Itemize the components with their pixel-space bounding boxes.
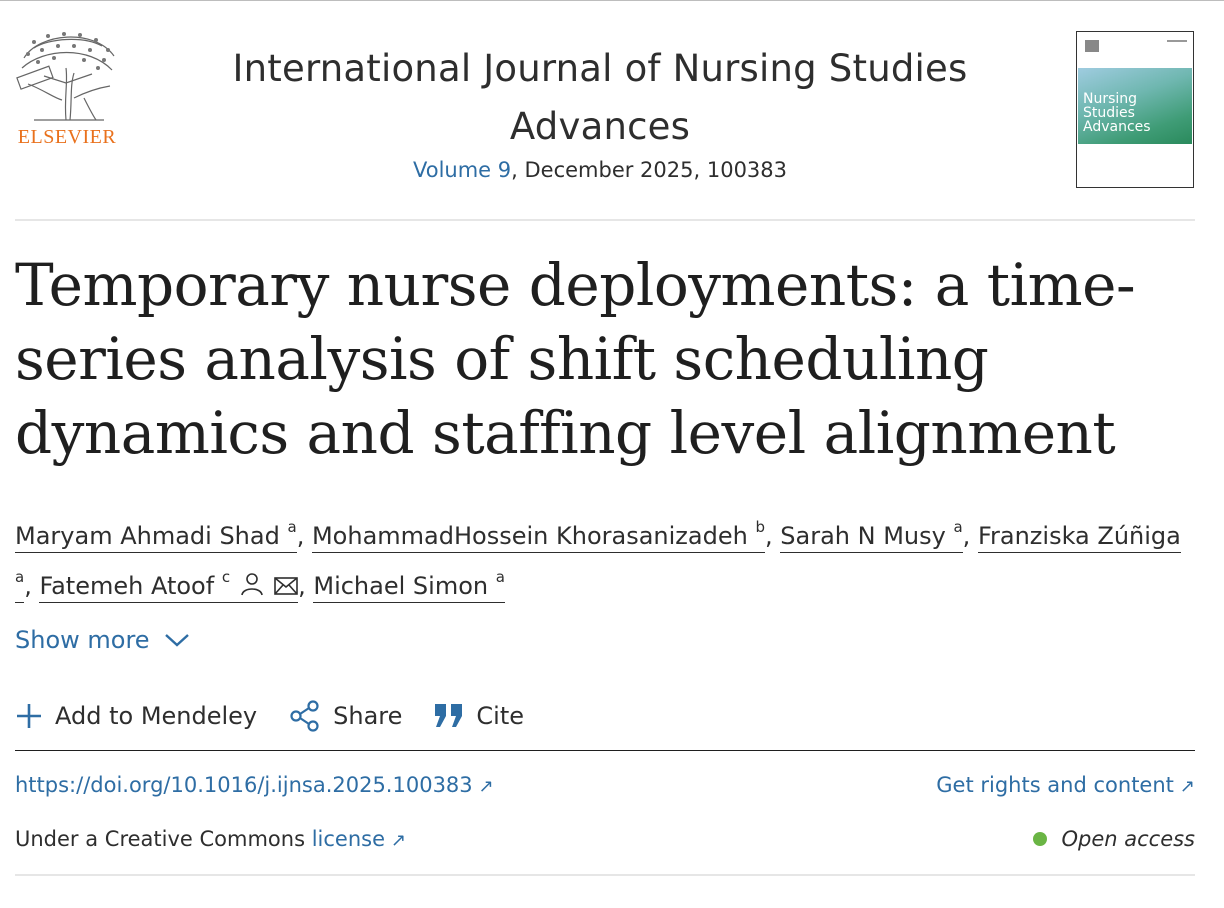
license-link-text: license (311, 827, 386, 851)
doi-text: https://doi.org/10.1016/j.ijnsa.2025.100383 (15, 773, 473, 797)
plus-icon (15, 702, 43, 730)
author-name: Sarah N Musy (780, 522, 946, 550)
bottom-divider (15, 874, 1195, 876)
affiliation-marker: b (755, 518, 765, 536)
add-to-mendeley-button[interactable] (15, 702, 257, 730)
volume-link[interactable]: Volume 9 (412, 158, 512, 182)
author-name: Michael Simon (313, 572, 489, 600)
cover-title (1083, 92, 1151, 134)
external-link-icon: ↗ (391, 830, 407, 851)
author-link[interactable] (313, 568, 505, 603)
journal-title[interactable] (200, 40, 1000, 156)
affiliation-marker: a (953, 518, 963, 536)
author-link[interactable] (780, 518, 963, 553)
author-link-corresponding[interactable] (39, 568, 298, 603)
toolbar-divider (15, 750, 1195, 751)
share-icon (289, 700, 321, 732)
cover-header-line (1167, 40, 1187, 42)
affiliation-marker: c (221, 568, 231, 586)
author-separator: , (296, 522, 305, 550)
article-title: Temporary nurse deployments: a time-series analysis of shift scheduling dynamics and staffing level alignment (15, 251, 1136, 467)
cover-title-line: Nursing (1083, 91, 1138, 107)
cover-title-line: Advances (1083, 119, 1151, 135)
open-access-dot-icon (1033, 832, 1047, 846)
header-divider (15, 219, 1195, 221)
rights-text: Get rights and content (936, 773, 1174, 797)
person-icon (240, 566, 264, 610)
cover-title-line: Studies (1083, 105, 1135, 121)
author-separator: , (298, 572, 306, 600)
email-icon (274, 566, 298, 610)
quote-icon (434, 703, 464, 729)
author-name: Fatemeh Atoof (39, 572, 215, 600)
author-link[interactable] (15, 518, 297, 553)
author-separator: , (962, 522, 971, 550)
cover-publisher-logo (1085, 40, 1099, 52)
author-separator: , (764, 522, 773, 550)
add-to-mendeley-label: Add to Mendeley (55, 702, 258, 730)
author-link[interactable] (311, 518, 765, 553)
license-row (15, 827, 406, 851)
affiliation-marker: a (287, 518, 297, 536)
author-name: Maryam Ahmadi Shad (15, 522, 280, 550)
journal-title-line-2[interactable]: Advances (509, 105, 691, 148)
external-link-icon: ↗ (1179, 776, 1195, 797)
journal-issue-info (300, 158, 900, 182)
cite-label: Cite (476, 702, 525, 730)
author-separator: , (24, 572, 32, 600)
author-name: MohammadHossein Khorasanizadeh (311, 522, 748, 550)
external-link-icon: ↗ (478, 776, 494, 797)
chevron-down-icon (164, 632, 190, 648)
affiliation-marker: a (495, 568, 505, 586)
get-rights-link[interactable] (936, 773, 1195, 797)
issue-details: , December 2025, 100383 (511, 158, 788, 182)
open-access-label: Open access (1061, 827, 1195, 851)
share-label: Share (333, 702, 403, 730)
cite-button[interactable] (434, 702, 524, 730)
elsevier-logo[interactable] (14, 28, 120, 150)
license-link[interactable] (312, 827, 406, 851)
share-button[interactable] (289, 700, 402, 732)
license-prefix: Under a Creative Commons (15, 827, 312, 851)
show-more-label: Show more (15, 626, 150, 654)
journal-cover-thumbnail[interactable] (1076, 31, 1194, 188)
affiliation-marker: a (15, 568, 25, 586)
elsevier-wordmark: ELSEVIER (17, 126, 117, 148)
journal-title-line-1[interactable]: International Journal of Nursing Studies (232, 47, 968, 90)
article-toolbar (15, 696, 556, 736)
show-more-button[interactable] (15, 626, 190, 654)
elsevier-tree-icon (14, 28, 120, 124)
author-name: Franziska Zúñiga (977, 522, 1181, 550)
doi-link[interactable] (15, 773, 494, 797)
open-access-badge (1033, 827, 1195, 851)
top-border (0, 0, 1224, 1)
author-list (15, 508, 1195, 610)
